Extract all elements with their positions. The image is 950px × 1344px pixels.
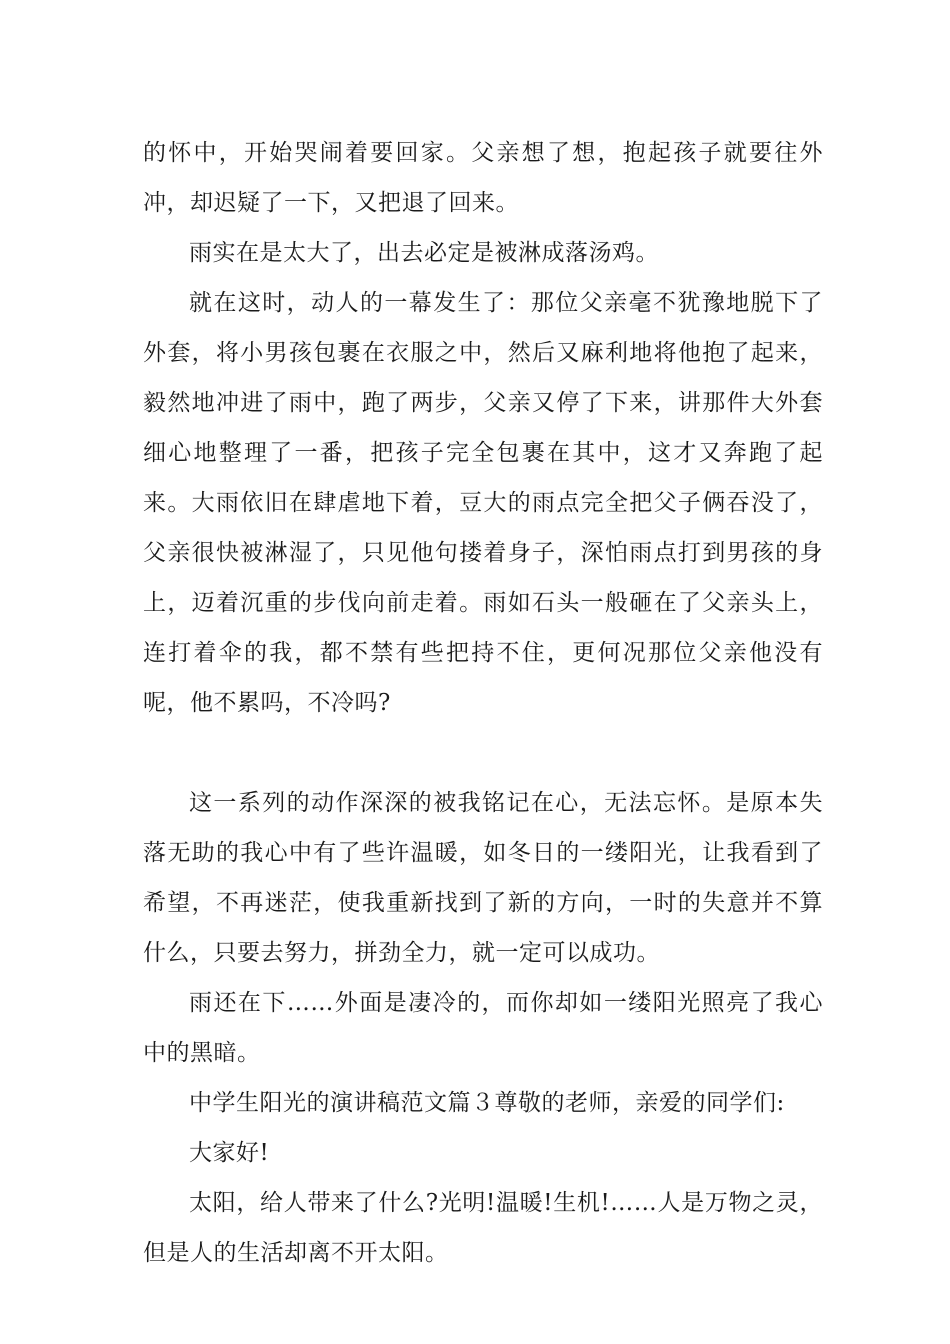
paragraph-rain-heavy: 雨实在是太大了，出去必定是被淋成落汤鸡。 bbox=[189, 240, 659, 266]
document-body bbox=[143, 128, 823, 1278]
paragraph-father-scene: 就在这时，动人的一幕发生了：那位父亲毫不犹豫地脱下了外套，将小男孩包裹在衣服之中，然后又麻利地将他抱了起来，毅然地冲进了雨中，跑了两步，父亲又停了下来，讲那件大外套细心地整理了一番，把孩子完全包裹在其中，这才又奔跑了起来。大雨依旧在肆虐地下着，豆大的雨点完全把父子俩吞没了，父亲很快被淋湿了，只见他句搂着身子，深怕雨点打到男孩的身上，迈着沉重的步伐向前走着。雨如石头一般砸在了父亲头上，连打着伞的我，都不禁有些把持不住，更何况那位父亲他没有呢，他不累吗，不冷吗? bbox=[143, 290, 823, 716]
paragraph-speech-heading: 中学生阳光的演讲稿范文篇３尊敬的老师，亲爱的同学们: bbox=[189, 1090, 785, 1116]
paragraph-greeting: 大家好! bbox=[189, 1140, 270, 1166]
paragraph-continuation: 的怀中，开始哭闹着要回家。父亲想了想，抱起孩子就要往外冲，却迟疑了一下，又把退了回来。 bbox=[143, 140, 823, 216]
paragraph-still-raining: 雨还在下……外面是凄冷的，而你却如一缕阳光照亮了我心中的黑暗。 bbox=[143, 990, 823, 1066]
paragraph-reflection: 这一系列的动作深深的被我铭记在心，无法忘怀。是原本失落无助的我心中有了些许温暖，如冬日的一缕阳光，让我看到了希望，不再迷茫，使我重新找到了新的方向，一时的失意并不算什么，只要去努力，拼劲全力，就一定可以成功。 bbox=[143, 790, 823, 966]
paragraph-sun: 太阳，给人带来了什么?光明!温暖!生机!……人是万物之灵，但是人的生活却离不开太阳。 bbox=[143, 1190, 823, 1266]
paragraph-gap bbox=[143, 728, 823, 778]
